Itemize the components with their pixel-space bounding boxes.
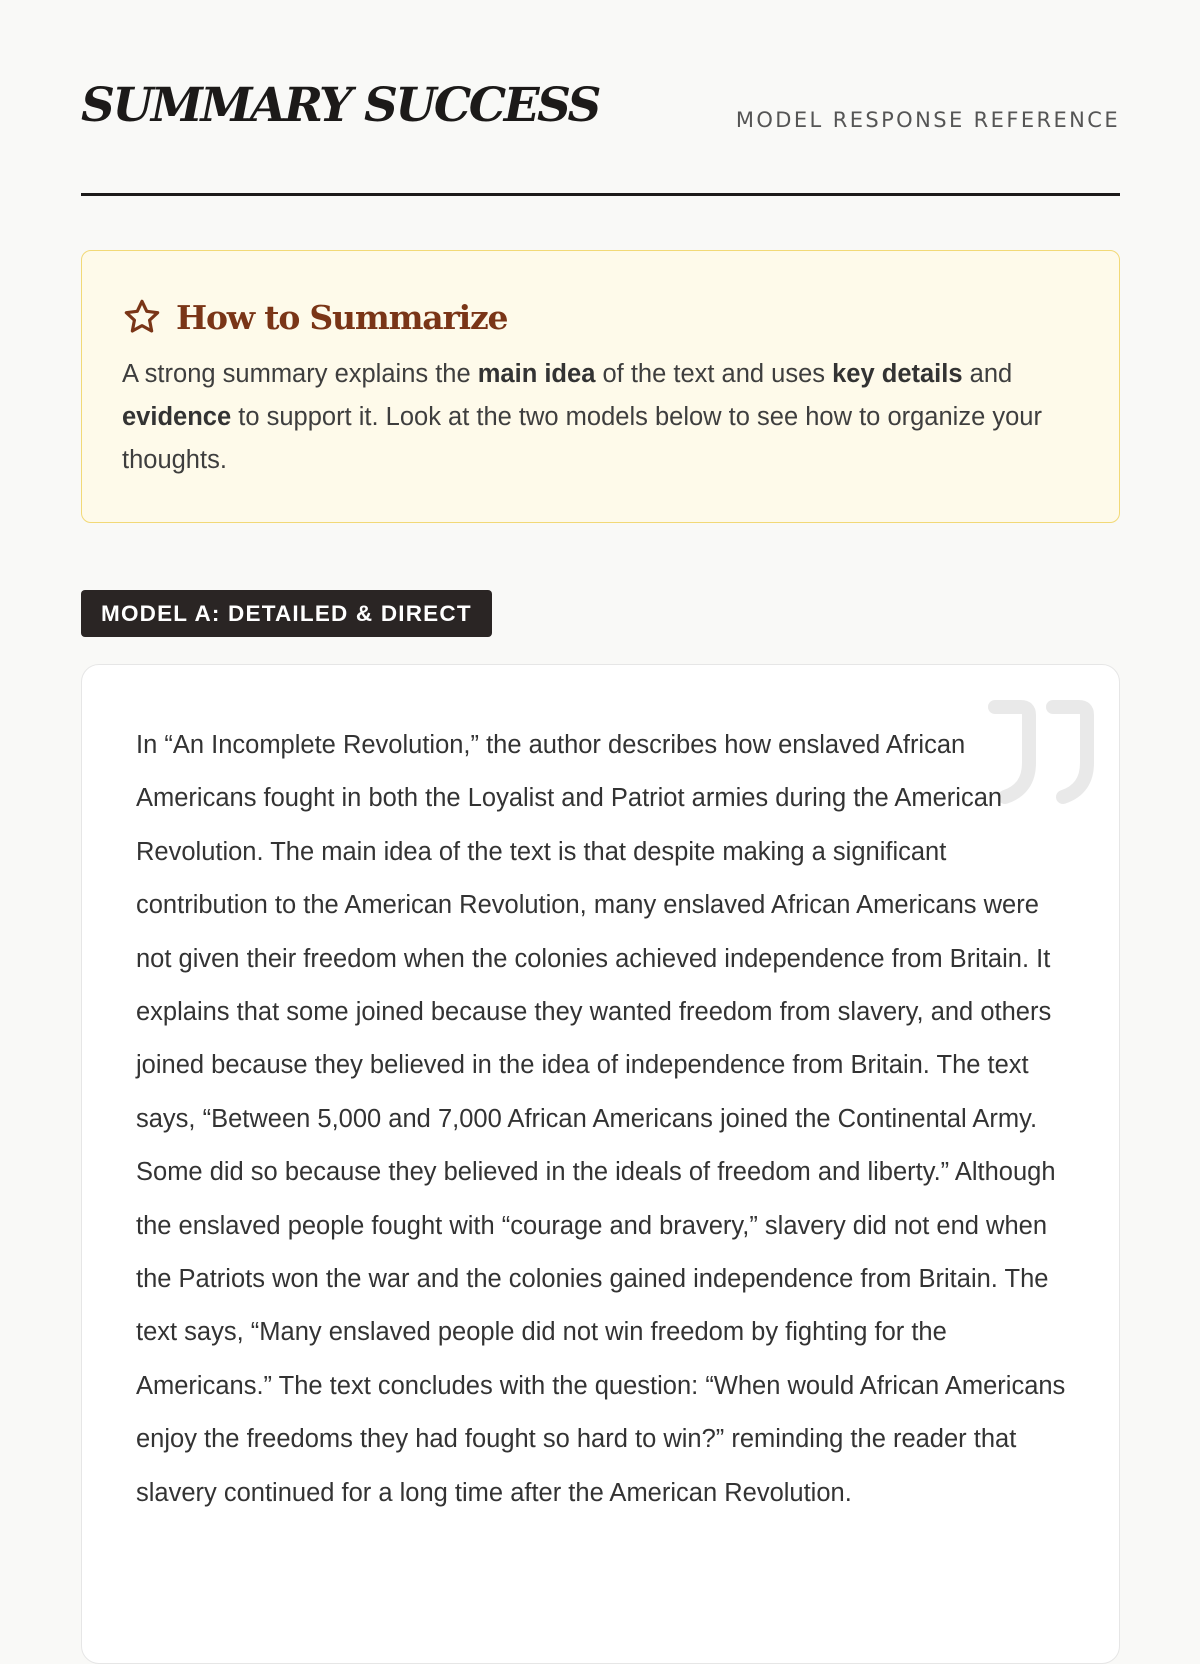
model-a-label: MODEL A: DETAILED & DIRECT (81, 590, 492, 637)
page-subtitle: MODEL RESPONSE REFERENCE (735, 108, 1120, 132)
callout-header (122, 297, 507, 337)
term-evidence: evidence (122, 403, 232, 431)
page-header (81, 0, 1120, 196)
callout-text-part: A strong summary explains the (122, 360, 478, 388)
term-main-idea: main idea (477, 360, 596, 388)
term-key-details: key details (832, 360, 963, 388)
callout-text-part: of the text and uses (595, 360, 833, 388)
model-a-response-text: In “An Incomplete Revolution,” the author describes how enslaved African Americans fought in both the Loyalist and Patriot armies during the American Revolution. The main idea of the text is that despite making a significant contribution to the American Revolution, many enslaved African Americans were not given their freedom when the colonies achieved independence from Britain. It explains that some joined because they wanted freedom from slavery, and others joined because they believed in the idea of independence from Britain. The text says, “Between 5,000 and 7,000 African Americans joined the Continental Army. Some did so because they believed in the ideals of freedom and liberty.” Although the enslaved people fought with “courage and bravery,” slavery did not end when the Patriots won the war and the colonies gained independence from Britain. The text says, “Many enslaved people did not win freedom by fighting for the Americans.” The text concludes with the question: “When would African Americans enjoy the freedoms they had fought so hard to win?” reminding the reader that slavery continued for a long time after the American Revolution. (136, 731, 1066, 1507)
how-to-summarize-callout (81, 250, 1120, 523)
star-icon (122, 297, 162, 337)
page (81, 0, 1120, 1507)
callout-body (122, 353, 1072, 482)
callout-text-part: to support it. Look at the two models below to see how to organize your thoughts. (122, 403, 1042, 474)
callout-heading: How to Summarize (176, 297, 508, 337)
page-title: SUMMARY SUCCESS (81, 78, 599, 133)
model-a-card (81, 664, 1120, 1664)
callout-text-part: and (962, 360, 1013, 388)
